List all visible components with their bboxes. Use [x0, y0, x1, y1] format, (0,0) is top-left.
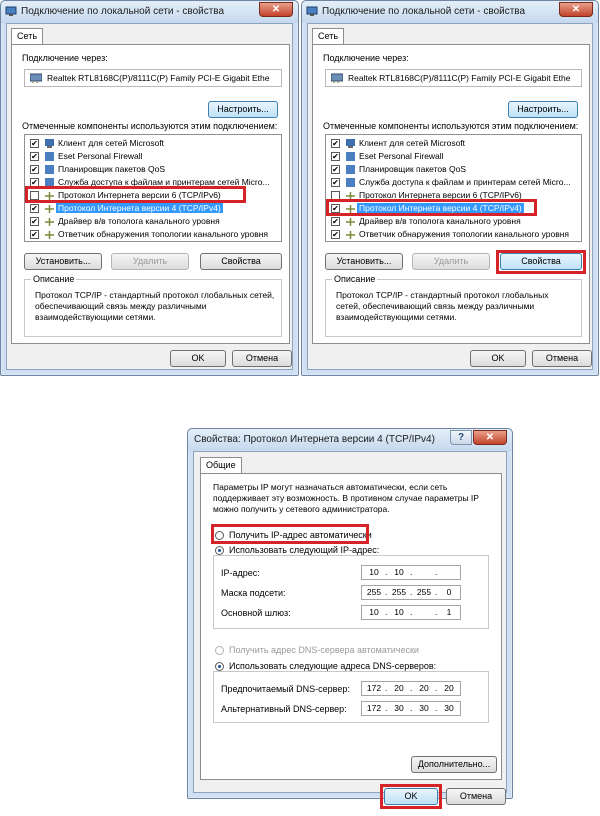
cancel-button[interactable]: Отмена	[446, 788, 506, 805]
item-label: Клиент для сетей Microsoft	[359, 138, 466, 148]
manual-dns-label[interactable]: Использовать следующие адреса DNS-серверов:	[229, 661, 437, 671]
protocol-icon	[345, 216, 356, 227]
close-button[interactable]: ✕	[559, 2, 593, 17]
subnet-mask-field[interactable]	[361, 585, 461, 600]
dot: .	[385, 567, 388, 577]
item-label: Клиент для сетей Microsoft	[58, 138, 165, 148]
octet: 30	[394, 703, 404, 713]
octet: 0	[446, 587, 452, 597]
install-button[interactable]: Установить...	[24, 253, 102, 270]
checkbox[interactable]: ✔	[31, 217, 38, 226]
client-icon	[44, 138, 55, 149]
item-label: Ответчик обнаружения топологии канального уровня	[58, 229, 269, 239]
close-button[interactable]: ✕	[473, 430, 507, 445]
configure-button[interactable]: Настроить...	[508, 101, 578, 118]
item-label: Драйвер в/в тополога канального уровня	[58, 216, 220, 226]
manual-ip-radio[interactable]	[215, 546, 224, 555]
tab-panel	[200, 473, 502, 780]
dot: .	[435, 567, 438, 577]
item-label: Протокол Интернета версии 6 (TCP/IPv6)	[359, 190, 522, 200]
service-icon	[345, 164, 356, 175]
connect-using-label: Подключение через:	[22, 53, 108, 63]
properties-button[interactable]: Свойства	[200, 253, 282, 270]
list-item[interactable]	[328, 228, 579, 241]
window-title: Подключение по локальной сети - свойства	[322, 6, 526, 17]
dot: .	[435, 587, 438, 597]
tab-general[interactable]: Общие	[200, 457, 242, 473]
checkbox[interactable]: ✔	[31, 139, 38, 148]
subnet-mask-label: Маска подсети:	[221, 588, 286, 598]
octet: 10	[369, 607, 379, 617]
checkbox[interactable]: ✔	[332, 217, 339, 226]
gateway-field[interactable]	[361, 605, 461, 620]
ipv4-properties-dialog	[187, 428, 513, 799]
advanced-button[interactable]: Дополнительно...	[411, 756, 497, 773]
checkbox[interactable]: ✔	[332, 152, 339, 161]
service-icon	[44, 164, 55, 175]
item-label: Драйвер в/в тополога канального уровня	[359, 216, 521, 226]
title-bar	[188, 429, 512, 451]
description-group	[24, 274, 282, 337]
lan-properties-dialog-left	[0, 0, 299, 376]
title-bar	[302, 1, 598, 23]
dot: .	[410, 587, 413, 597]
description-text: Протокол TCP/IP - стандартный протокол глобальных сетей, обеспечивающий связь между различными взаимодействующими сетями.	[336, 290, 549, 322]
preferred-dns-label: Предпочитаемый DNS-сервер:	[221, 684, 350, 694]
help-button[interactable]: ?	[450, 430, 472, 445]
highlight-ipv4-item	[326, 199, 537, 216]
checkbox[interactable]: ✔	[332, 165, 339, 174]
client-icon	[345, 138, 356, 149]
components-label: Отмеченные компоненты используются этим подключением:	[323, 121, 579, 131]
ok-button[interactable]: OK	[384, 788, 438, 805]
list-item[interactable]	[328, 150, 579, 163]
octet: 10	[394, 607, 404, 617]
tab-network[interactable]: Сеть	[312, 28, 344, 44]
tab-network[interactable]: Сеть	[11, 28, 43, 44]
ok-button[interactable]: OK	[170, 350, 226, 367]
dialog-client	[6, 23, 293, 370]
description-title: Описание	[334, 274, 376, 284]
manual-ip-label[interactable]: Использовать следующий IP-адрес:	[229, 545, 380, 555]
dot: .	[410, 683, 413, 693]
octet: 20	[444, 683, 454, 693]
checkbox[interactable]: ✔	[332, 230, 339, 239]
auto-dns-label[interactable]: Получить адрес DNS-сервера автоматически	[229, 645, 419, 655]
preferred-dns-field[interactable]	[361, 681, 461, 696]
octet: 172	[366, 683, 382, 693]
dot: .	[435, 683, 438, 693]
intro-text: Параметры IP могут назначаться автоматически, если сеть поддерживает эту возможность. В противном случае параметры IP можно получить у сетевого администратора.	[213, 482, 479, 514]
ok-button[interactable]: OK	[470, 350, 526, 367]
checkbox[interactable]: ✔	[31, 204, 38, 213]
dot: .	[435, 703, 438, 713]
auto-dns-radio[interactable]	[215, 646, 224, 655]
window-title: Подключение по локальной сети - свойства	[21, 6, 225, 17]
network-icon	[306, 6, 318, 17]
protocol-icon	[44, 216, 55, 227]
service-icon	[345, 151, 356, 162]
dialog-client	[307, 23, 593, 370]
item-label: Планировщик пакетов QoS	[58, 164, 166, 174]
cancel-button[interactable]: Отмена	[532, 350, 592, 367]
components-label: Отмеченные компоненты используются этим подключением:	[22, 121, 278, 131]
tab-panel	[312, 44, 590, 344]
octet: 255	[366, 587, 382, 597]
adapter-name: Realtek RTL8168C(P)/8111C(P) Family PCI-E Gigabit Ethe	[348, 73, 571, 83]
list-item[interactable]	[328, 137, 579, 150]
item-label: Служба доступа к файлам и принтерам сетей Micro...	[58, 177, 270, 187]
list-item[interactable]	[27, 215, 279, 228]
octet: 255	[391, 587, 407, 597]
description-title: Описание	[33, 274, 75, 284]
dot: .	[385, 607, 388, 617]
connect-using-label: Подключение через:	[323, 53, 409, 63]
title-bar	[1, 1, 298, 23]
octet: 20	[419, 683, 429, 693]
item-label: Eset Personal Firewall	[58, 151, 143, 161]
octet: 255	[416, 587, 432, 597]
description-text: Протокол TCP/IP - стандартный протокол глобальных сетей, обеспечивающий связь между различными взаимодействующими сетями.	[35, 290, 275, 322]
alternate-dns-label: Альтернативный DNS-сервер:	[221, 704, 347, 714]
item-label: Ответчик обнаружения топологии канального уровня	[359, 229, 570, 239]
ip-address-field[interactable]	[361, 565, 461, 580]
list-item[interactable]	[27, 150, 279, 163]
close-button[interactable]: ✕	[259, 2, 293, 17]
adapter-icon	[331, 73, 343, 83]
configure-button[interactable]: Настроить...	[208, 101, 278, 118]
octet: 172	[366, 703, 382, 713]
adapter-icon	[30, 73, 42, 83]
components-list	[325, 134, 582, 242]
item-label: Протокол Интернета версии 4 (TCP/IPv4)	[58, 203, 221, 213]
list-item[interactable]	[27, 228, 279, 241]
protocol-icon	[44, 203, 55, 214]
list-item[interactable]	[27, 163, 279, 176]
highlight-properties-button	[496, 250, 586, 274]
network-icon	[5, 6, 17, 17]
gateway-label: Основной шлюз:	[221, 608, 291, 618]
list-item[interactable]	[328, 176, 579, 189]
auto-ip-label[interactable]: Получить IP-адрес автоматически	[229, 530, 372, 540]
list-item[interactable]	[27, 137, 279, 150]
item-label: Планировщик пакетов QoS	[359, 164, 467, 174]
octet: 1	[446, 607, 452, 617]
remove-button[interactable]: Удалить	[111, 253, 189, 270]
dot: .	[410, 567, 413, 577]
dialog-client	[193, 451, 507, 801]
checkbox[interactable]: ✔	[31, 152, 38, 161]
octet: 10	[394, 567, 404, 577]
lan-properties-dialog-right	[301, 0, 599, 376]
adapter-field	[325, 69, 582, 87]
highlight-ipv6-item	[25, 186, 246, 203]
service-icon	[345, 177, 356, 188]
item-label: Протокол Интернета версии 4 (TCP/IPv4)	[359, 203, 522, 213]
checkbox[interactable]: ✔	[31, 178, 38, 187]
description-group	[325, 274, 582, 337]
window-title: Свойства: Протокол Интернета версии 4 (TCP/IPv4)	[194, 434, 435, 445]
dot: .	[410, 607, 413, 617]
checkbox[interactable]: ✔	[31, 230, 38, 239]
list-item[interactable]	[27, 202, 279, 215]
properties-button[interactable]: Свойства	[500, 253, 582, 270]
dot: .	[385, 587, 388, 597]
list-item[interactable]	[328, 163, 579, 176]
ip-address-label: IP-адрес:	[221, 568, 260, 578]
item-label: Протокол Интернета версии 6 (TCP/IPv6)	[58, 190, 221, 200]
highlight-ok-button	[380, 784, 442, 809]
service-icon	[44, 151, 55, 162]
remove-button[interactable]: Удалить	[412, 253, 490, 270]
checkbox[interactable]: ✔	[332, 204, 339, 213]
dot: .	[410, 703, 413, 713]
highlight-auto-ip	[211, 524, 369, 544]
list-item[interactable]	[328, 215, 579, 228]
dot: .	[385, 683, 388, 693]
octet: 20	[394, 683, 404, 693]
octet: 30	[444, 703, 454, 713]
octet: 10	[369, 567, 379, 577]
protocol-icon	[345, 229, 356, 240]
checkbox[interactable]: ✔	[332, 139, 339, 148]
tab-panel	[11, 44, 290, 344]
checkbox[interactable]: ✔	[31, 165, 38, 174]
install-button[interactable]: Установить...	[325, 253, 403, 270]
item-label: Служба доступа к файлам и принтерам сетей Micro...	[359, 177, 571, 187]
checkbox[interactable]: ✔	[332, 178, 339, 187]
octet: 30	[419, 703, 429, 713]
dot: .	[435, 607, 438, 617]
protocol-icon	[44, 229, 55, 240]
adapter-field	[24, 69, 282, 87]
manual-dns-radio[interactable]	[215, 662, 224, 671]
dot: .	[385, 703, 388, 713]
alternate-dns-field[interactable]	[361, 701, 461, 716]
cancel-button[interactable]: Отмена	[232, 350, 292, 367]
item-label: Eset Personal Firewall	[359, 151, 444, 161]
adapter-name: Realtek RTL8168C(P)/8111C(P) Family PCI-E Gigabit Ethe	[47, 73, 270, 83]
